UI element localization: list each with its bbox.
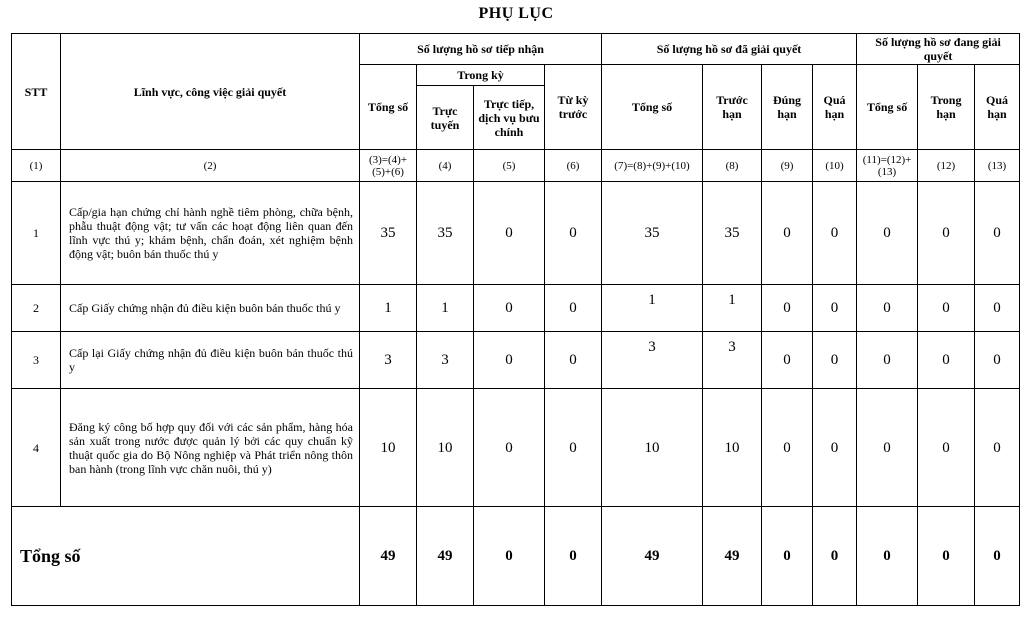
header-pending-in-time: Trong hạn <box>918 65 975 150</box>
col-num-13: (13) <box>975 150 1020 182</box>
row-description: Cấp/gia hạn chứng chỉ hành nghề tiêm phòng, chữa bệnh, phẫu thuật động vật; tư vấn các hoạt động liên quan đến lĩnh vực thú y; khám bệnh, chẩn đoán, xét nghiệm bệnh động vật; buôn bán thuốc thú y <box>61 182 360 285</box>
row-stt: 4 <box>12 389 61 507</box>
total-pending-total: 0 <box>857 507 918 606</box>
cell-pending-total: 0 <box>857 332 918 389</box>
row-stt: 2 <box>12 285 61 332</box>
col-num-1: (1) <box>12 150 61 182</box>
cell-online: 3 <box>417 332 474 389</box>
cell-on-time: 0 <box>762 389 813 507</box>
cell-pending-total: 0 <box>857 389 918 507</box>
cell-received-total: 35 <box>360 182 417 285</box>
total-label: Tổng số <box>12 507 360 606</box>
cell-received-total: 1 <box>360 285 417 332</box>
row-stt: 1 <box>12 182 61 285</box>
page-title: PHỤ LỤC <box>478 5 554 22</box>
cell-previous-period: 0 <box>545 389 602 507</box>
cell-pending-in-time: 0 <box>918 389 975 507</box>
cell-pending-overdue: 0 <box>975 332 1020 389</box>
total-overdue: 0 <box>813 507 857 606</box>
cell-overdue: 0 <box>813 182 857 285</box>
cell-online: 35 <box>417 182 474 285</box>
row-description: Đăng ký công bố hợp quy đối với các sản phẩm, hàng hóa sản xuất trong nước được quản lý bởi các quy chuẩn kỹ thuật quốc gia do Bộ Nông nghiệp và Phát triển nông thôn ban hành (trong lĩnh vực chăn nuôi, thú y) <box>61 389 360 507</box>
total-pending-in-time: 0 <box>918 507 975 606</box>
cell-previous-period: 0 <box>545 285 602 332</box>
col-num-4: (4) <box>417 150 474 182</box>
total-online: 49 <box>417 507 474 606</box>
report-table <box>11 33 1020 606</box>
cell-pending-overdue: 0 <box>975 182 1020 285</box>
total-row <box>12 507 1020 606</box>
col-num-6: (6) <box>545 150 602 182</box>
cell-direct-postal: 0 <box>474 285 545 332</box>
header-stt: STT <box>12 34 61 150</box>
cell-overdue: 0 <box>813 389 857 507</box>
cell-pending-in-time: 0 <box>918 332 975 389</box>
total-resolved-total: 49 <box>602 507 703 606</box>
col-num-9: (9) <box>762 150 813 182</box>
header-on-time: Đúng hạn <box>762 65 813 150</box>
total-received-total: 49 <box>360 507 417 606</box>
header-overdue: Quá hạn <box>813 65 857 150</box>
cell-resolved-total: 3 <box>602 332 703 389</box>
col-num-10: (10) <box>813 150 857 182</box>
cell-direct-postal: 0 <box>474 332 545 389</box>
header-direct-postal: Trực tiếp, dịch vụ bưu chính <box>474 86 545 150</box>
cell-early: 10 <box>703 389 762 507</box>
col-num-8: (8) <box>703 150 762 182</box>
cell-pending-overdue: 0 <box>975 285 1020 332</box>
row-description: Cấp Giấy chứng nhận đủ điều kiện buôn bán thuốc thú y <box>61 285 360 332</box>
col-num-3: (3)=(4)+(5)+(6) <box>360 150 417 182</box>
cell-early: 3 <box>703 332 762 389</box>
table-row <box>12 332 1020 389</box>
col-num-5: (5) <box>474 150 545 182</box>
cell-on-time: 0 <box>762 182 813 285</box>
col-num-2: (2) <box>61 150 360 182</box>
row-stt: 3 <box>12 332 61 389</box>
cell-direct-postal: 0 <box>474 182 545 285</box>
header-online: Trực tuyến <box>417 86 474 150</box>
cell-online: 1 <box>417 285 474 332</box>
cell-resolved-total: 35 <box>602 182 703 285</box>
cell-pending-total: 0 <box>857 182 918 285</box>
total-on-time: 0 <box>762 507 813 606</box>
header-previous-period: Từ kỳ trước <box>545 65 602 150</box>
header-resolved-total: Tổng số <box>602 65 703 150</box>
cell-received-total: 3 <box>360 332 417 389</box>
col-num-7: (7)=(8)+(9)+(10) <box>602 150 703 182</box>
cell-online: 10 <box>417 389 474 507</box>
cell-previous-period: 0 <box>545 182 602 285</box>
cell-previous-period: 0 <box>545 332 602 389</box>
header-pending-overdue: Quá hạn <box>975 65 1020 150</box>
col-num-12: (12) <box>918 150 975 182</box>
header-field: Lĩnh vực, công việc giải quyết <box>61 34 360 150</box>
total-early: 49 <box>703 507 762 606</box>
cell-received-total: 10 <box>360 389 417 507</box>
cell-on-time: 0 <box>762 332 813 389</box>
header-pending-total: Tổng số <box>857 65 918 150</box>
header-pending-group: Số lượng hồ sơ đang giải quyết <box>857 34 1020 65</box>
total-previous-period: 0 <box>545 507 602 606</box>
cell-pending-total: 0 <box>857 285 918 332</box>
col-num-11: (11)=(12)+(13) <box>857 150 918 182</box>
cell-overdue: 0 <box>813 332 857 389</box>
header-in-period: Trong kỳ <box>417 65 545 86</box>
cell-early: 1 <box>703 285 762 332</box>
cell-resolved-total: 1 <box>602 285 703 332</box>
total-pending-overdue: 0 <box>975 507 1020 606</box>
header-received-total: Tổng số <box>360 65 417 150</box>
header-early: Trước hạn <box>703 65 762 150</box>
cell-on-time: 0 <box>762 285 813 332</box>
table-row <box>12 285 1020 332</box>
cell-pending-overdue: 0 <box>975 389 1020 507</box>
header-resolved-group: Số lượng hồ sơ đã giải quyết <box>602 34 857 65</box>
cell-pending-in-time: 0 <box>918 182 975 285</box>
cell-pending-in-time: 0 <box>918 285 975 332</box>
cell-direct-postal: 0 <box>474 389 545 507</box>
table-row <box>12 389 1020 507</box>
total-direct-postal: 0 <box>474 507 545 606</box>
cell-resolved-total: 10 <box>602 389 703 507</box>
cell-early: 35 <box>703 182 762 285</box>
header-received-group: Số lượng hồ sơ tiếp nhận <box>360 34 602 65</box>
row-description: Cấp lại Giấy chứng nhận đủ điều kiện buôn bán thuốc thú y <box>61 332 360 389</box>
table-row <box>12 182 1020 285</box>
cell-overdue: 0 <box>813 285 857 332</box>
